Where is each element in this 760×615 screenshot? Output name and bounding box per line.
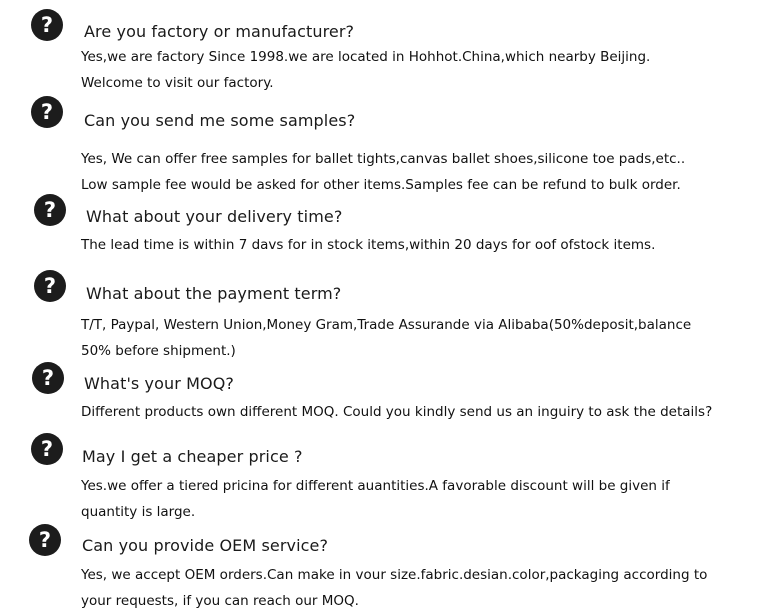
faq-answer — [81, 562, 707, 614]
faq-answer — [81, 232, 655, 258]
faq-answer-line: 50% before shipment.) — [81, 343, 236, 359]
faq-answer-line: Welcome to visit our factory. — [81, 75, 274, 91]
question-mark-icon: ? — [32, 362, 64, 394]
faq-answer — [81, 44, 650, 96]
faq-answer-line: Yes, We can offer free samples for ballet tights,canvas ballet shoes,silicone toe pads,etc.. — [81, 151, 686, 167]
faq-answer-line: Yes.we offer a tiered pricina for different auantities.A favorable discount will be given if — [81, 478, 670, 494]
faq-question: May I get a cheaper price ? — [82, 447, 303, 466]
faq-question: What about your delivery time? — [86, 207, 343, 226]
question-mark-icon: ? — [34, 194, 66, 226]
question-mark-icon: ? — [31, 9, 63, 41]
faq-question: Are you factory or manufacturer? — [84, 22, 355, 41]
faq-question: What about the payment term? — [86, 284, 342, 303]
faq-answer — [81, 146, 685, 198]
question-mark-icon: ? — [34, 270, 66, 302]
faq-answer-line: Yes, we accept OEM orders.Can make in vour size.fabric.desian.color,packaging according to — [81, 567, 708, 583]
faq-answer — [81, 473, 670, 525]
faq-question: Can you provide OEM service? — [82, 536, 329, 555]
faq-answer — [81, 312, 691, 364]
question-mark-icon: ? — [31, 433, 63, 465]
faq-answer-line: Yes,we are factory Since 1998.we are located in Hohhot.China,which nearby Beijing. — [81, 49, 651, 65]
faq-answer-line: Low sample fee would be asked for other items.Samples fee can be refund to bulk order. — [81, 177, 681, 193]
faq-answer — [81, 399, 712, 425]
faq-answer-line: T/T, Paypal, Western Union,Money Gram,Trade Assurande via Alibaba(50%deposit,balance — [81, 317, 692, 333]
faq-answer-line: Different products own different MOQ. Could you kindly send us an inguiry to ask the details? — [81, 404, 713, 420]
question-mark-icon: ? — [29, 524, 61, 556]
question-mark-icon: ? — [31, 96, 63, 128]
faq-question: Can you send me some samples? — [84, 111, 356, 130]
faq-answer-line: The lead time is within 7 davs for in stock items,within 20 days for oof ofstock items. — [81, 237, 656, 253]
faq-question: What's your MOQ? — [84, 374, 235, 393]
faq-answer-line: your requests, if you can reach our MOQ. — [81, 593, 359, 609]
faq-answer-line: quantity is large. — [81, 504, 196, 520]
